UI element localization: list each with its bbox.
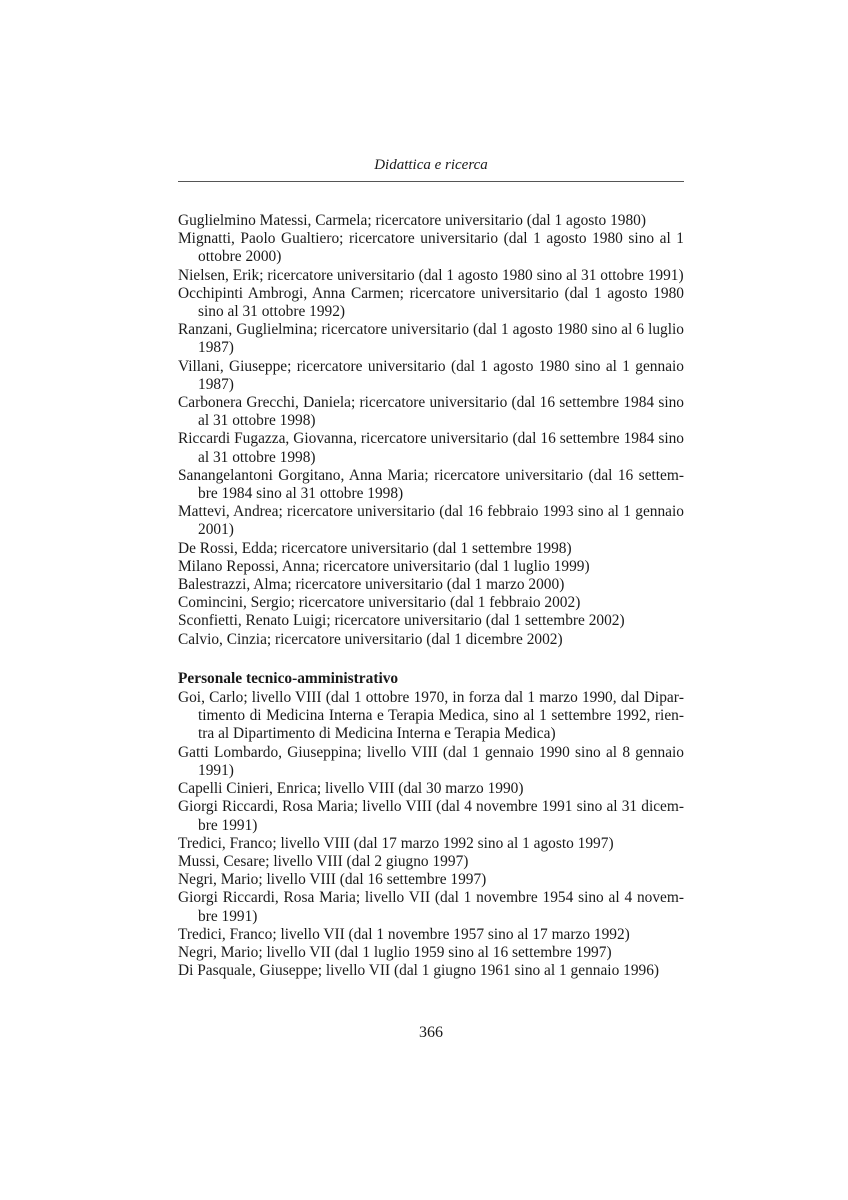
list-item: Di Pasquale, Giuseppe; livello VII (dal 1 giugno 1961 sino al 1 gennaio 1996) (178, 962, 660, 980)
list-item: Carbonera Grecchi, Daniela; ricercatore universitario (dal 16 settembre 1984 sino al 31 ottobre 1998) (178, 394, 684, 430)
section-heading: Personale tecnico-amministrativo (178, 669, 399, 687)
list-item: Occhipinti Ambrogi, Anna Carmen; ricercatore universitario (dal 1 agosto 1980 sino al 31 ottobre 1992) (178, 284, 684, 321)
list-item: Negri, Mario; livello VIII (dal 16 settembre 1997) (178, 871, 487, 889)
header-rule (178, 181, 684, 182)
list-item: Goi, Carlo; livello VIII (dal 1 ottobre 1970, in forza dal 1 marzo 1990, dal Dipartimento di Medicina Interna e Terapia Medica, sino al 1 settembre 1992, rientra al Dipartimento di Medicina Interna e Terapia Medica) (178, 689, 684, 743)
list-item: Negri, Mario; livello VII (dal 1 luglio 1959 sino al 16 settembre 1997) (178, 943, 612, 961)
list-item: Riccardi Fugazza, Giovanna, ricercatore universitario (dal 16 settembre 1984 sino al 31 ottobre 1998) (178, 430, 684, 466)
list-item: Balestrazzi, Alma; ricercatore universitario (dal 1 marzo 2000) (178, 576, 565, 594)
list-item: Mussi, Cesare; livello VIII (dal 2 giugno 1997) (178, 852, 469, 870)
page-body (178, 212, 684, 980)
ricercatori-list (178, 212, 684, 649)
list-item: Ranzani, Guglielmina; ricercatore universitario (dal 1 agosto 1980 sino al 6 luglio 1987) (178, 321, 684, 357)
list-item: Tredici, Franco; livello VII (dal 1 novembre 1957 sino al 17 marzo 1992) (178, 925, 630, 943)
list-item: Tredici, Franco; livello VIII (dal 17 marzo 1992 sino al 1 agosto 1997) (178, 834, 614, 852)
list-item: Mattevi, Andrea; ricercatore universitario (dal 16 febbraio 1993 sino al 1 gennaio 2001) (178, 503, 684, 539)
list-item: De Rossi, Edda; ricercatore universitario (dal 1 settembre 1998) (178, 539, 572, 557)
personale-list (178, 689, 684, 980)
list-item: Sconfietti, Renato Luigi; ricercatore universitario (dal 1 settembre 2002) (178, 612, 625, 630)
page-number: 366 (419, 1024, 443, 1041)
list-item: Sanangelantoni Gorgitano, Anna Maria; ricercatore universitario (dal 16 settembre 1984 sino al 31 ottobre 1998) (178, 466, 684, 503)
list-item: Milano Repossi, Anna; ricercatore universitario (dal 1 luglio 1999) (178, 557, 590, 575)
list-item: Comincini, Sergio; ricercatore universitario (dal 1 febbraio 2002) (178, 594, 581, 612)
list-item: Villani, Giuseppe; ricercatore universitario (dal 1 agosto 1980 sino al 1 gennaio 1987) (178, 357, 684, 393)
list-item: Capelli Cinieri, Enrica; livello VIII (dal 30 marzo 1990) (178, 780, 524, 798)
list-item: Gatti Lombardo, Giuseppina; livello VIII (dal 1 gennaio 1990 sino al 8 gennaio 1991) (178, 743, 684, 779)
running-title: Didattica e ricerca (374, 157, 488, 173)
list-item: Guglielmino Matessi, Carmela; ricercatore universitario (dal 1 agosto 1980) (178, 212, 646, 229)
list-item: Nielsen, Erik; ricercatore universitario (dal 1 agosto 1980 sino al 31 ottobre 1991) (178, 266, 684, 284)
list-item: Giorgi Riccardi, Rosa Maria; livello VIII (dal 4 novembre 1991 sino al 31 dicembre 1991) (178, 798, 684, 834)
list-item: Giorgi Riccardi, Rosa Maria; livello VII (dal 1 novembre 1954 sino al 4 novembre 1991) (178, 889, 684, 925)
list-item: Mignatti, Paolo Gualtiero; ricercatore universitario (dal 1 agosto 1980 sino al 1 ottobre 2000) (178, 230, 684, 266)
list-item: Calvio, Cinzia; ricercatore universitario (dal 1 dicembre 2002) (178, 630, 563, 648)
